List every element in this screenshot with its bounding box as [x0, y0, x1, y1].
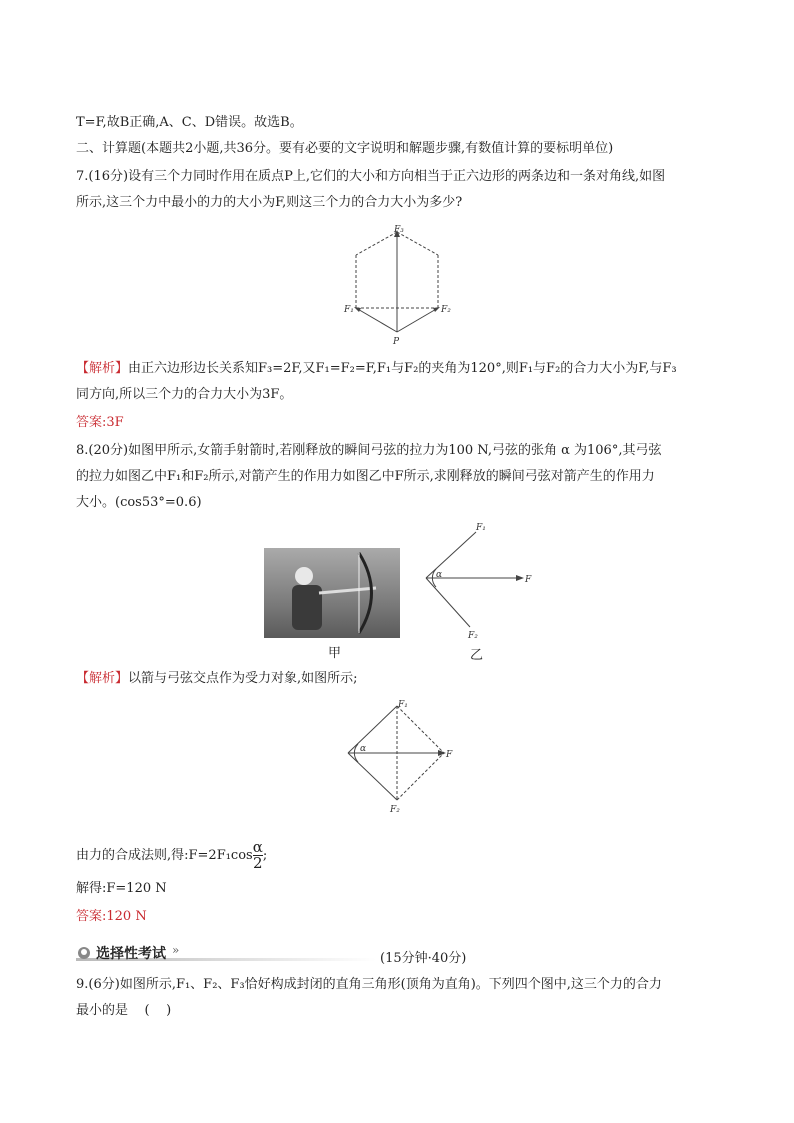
- question-8-line2: 的拉力如图乙中F₁和F₂所示,对箭产生的作用力如图乙中F所示,求刚释放的瞬间弓弦对箭产生的作用力: [76, 469, 655, 484]
- section-banner: [76, 945, 376, 961]
- answer-8: 答案:120 N: [76, 909, 147, 924]
- label-f1: F₁: [344, 305, 354, 315]
- section-heading: 二、计算题(本题共2小题,共36分。要有必要的文字说明和解题步骤,有数值计算的要标明单位): [76, 141, 614, 156]
- question-9-line1: 9.(6分)如图所示,F₁、F₂、F₃恰好构成封闭的直角三角形(顶角为直角)。下列四个图中,这三个力的合力: [76, 977, 662, 992]
- analysis-text: 以箭与弓弦交点作为受力对象,如图所示;: [128, 671, 358, 686]
- label-f: F: [525, 575, 532, 585]
- formula-line: [76, 840, 267, 871]
- label-f1: F₁: [398, 700, 408, 710]
- section-time: (15分钟·40分): [380, 951, 467, 966]
- figure-yi: [420, 522, 540, 646]
- fraction: [253, 840, 263, 871]
- analysis-7-line2: 同方向,所以三个力的合力大小为3F。: [76, 387, 293, 402]
- question-9-line2: 最小的是 ( ): [76, 1003, 172, 1018]
- label-alpha: α: [436, 570, 443, 580]
- label-f2: F₂: [390, 805, 400, 815]
- question-8-line1: 8.(20分)如图甲所示,女箭手射箭时,若刚释放的瞬间弓弦的拉力为100 N,弓弦的张角 α 为106°,其弓弦: [76, 443, 662, 458]
- question-7-line2: 所示,这三个力中最小的力的大小为F,则这三个力的合力大小为多少?: [76, 195, 463, 210]
- question-8-line3: 大小。(cos53°=0.6): [76, 495, 202, 510]
- label-f1: F₁: [476, 523, 486, 533]
- label-alpha: α: [360, 744, 367, 754]
- label-f: F: [446, 750, 453, 760]
- analysis-tag: 【解析】: [76, 361, 129, 376]
- double-chevron-icon: »: [172, 943, 180, 957]
- analysis-text: 由正六边形边长关系知F₃=2F,又F₁=F₂=F,F₁与F₂的夹角为120°,则F₁与F₂的合力大小为F,与F₃: [128, 361, 677, 376]
- analysis-tag: 【解析】: [76, 671, 129, 686]
- caption-jia: 甲: [328, 646, 342, 661]
- hexagon-figure: [340, 222, 460, 351]
- formula-end: ;: [262, 848, 268, 863]
- analysis-7-line1: [76, 360, 677, 378]
- analysis-8-line: [76, 670, 358, 688]
- archer-photo: [264, 548, 400, 638]
- fraction-numerator: α: [252, 838, 263, 856]
- label-f2: F₂: [468, 631, 478, 641]
- solution-line: 解得:F=120 N: [76, 881, 167, 896]
- fraction-denominator: 2: [253, 854, 263, 872]
- formula-text: 由力的合成法则,得:F=2F₁cos: [76, 848, 253, 863]
- label-f3: F₃: [394, 225, 404, 235]
- caption-yi: 乙: [470, 648, 484, 663]
- rhombus-figure: [340, 698, 460, 822]
- answer-7: 答案:3F: [76, 415, 124, 430]
- section-title: 选择性考试: [96, 946, 166, 962]
- label-p: P: [393, 337, 400, 347]
- question-7-line1: 7.(16分)设有三个力同时作用在质点P上,它们的大小和方向相当于正六边形的两条边和一条对角线,如图: [76, 169, 666, 184]
- label-f2: F₂: [441, 305, 451, 315]
- text-line: T=F,故B正确,A、C、D错误。故选B。: [76, 115, 303, 130]
